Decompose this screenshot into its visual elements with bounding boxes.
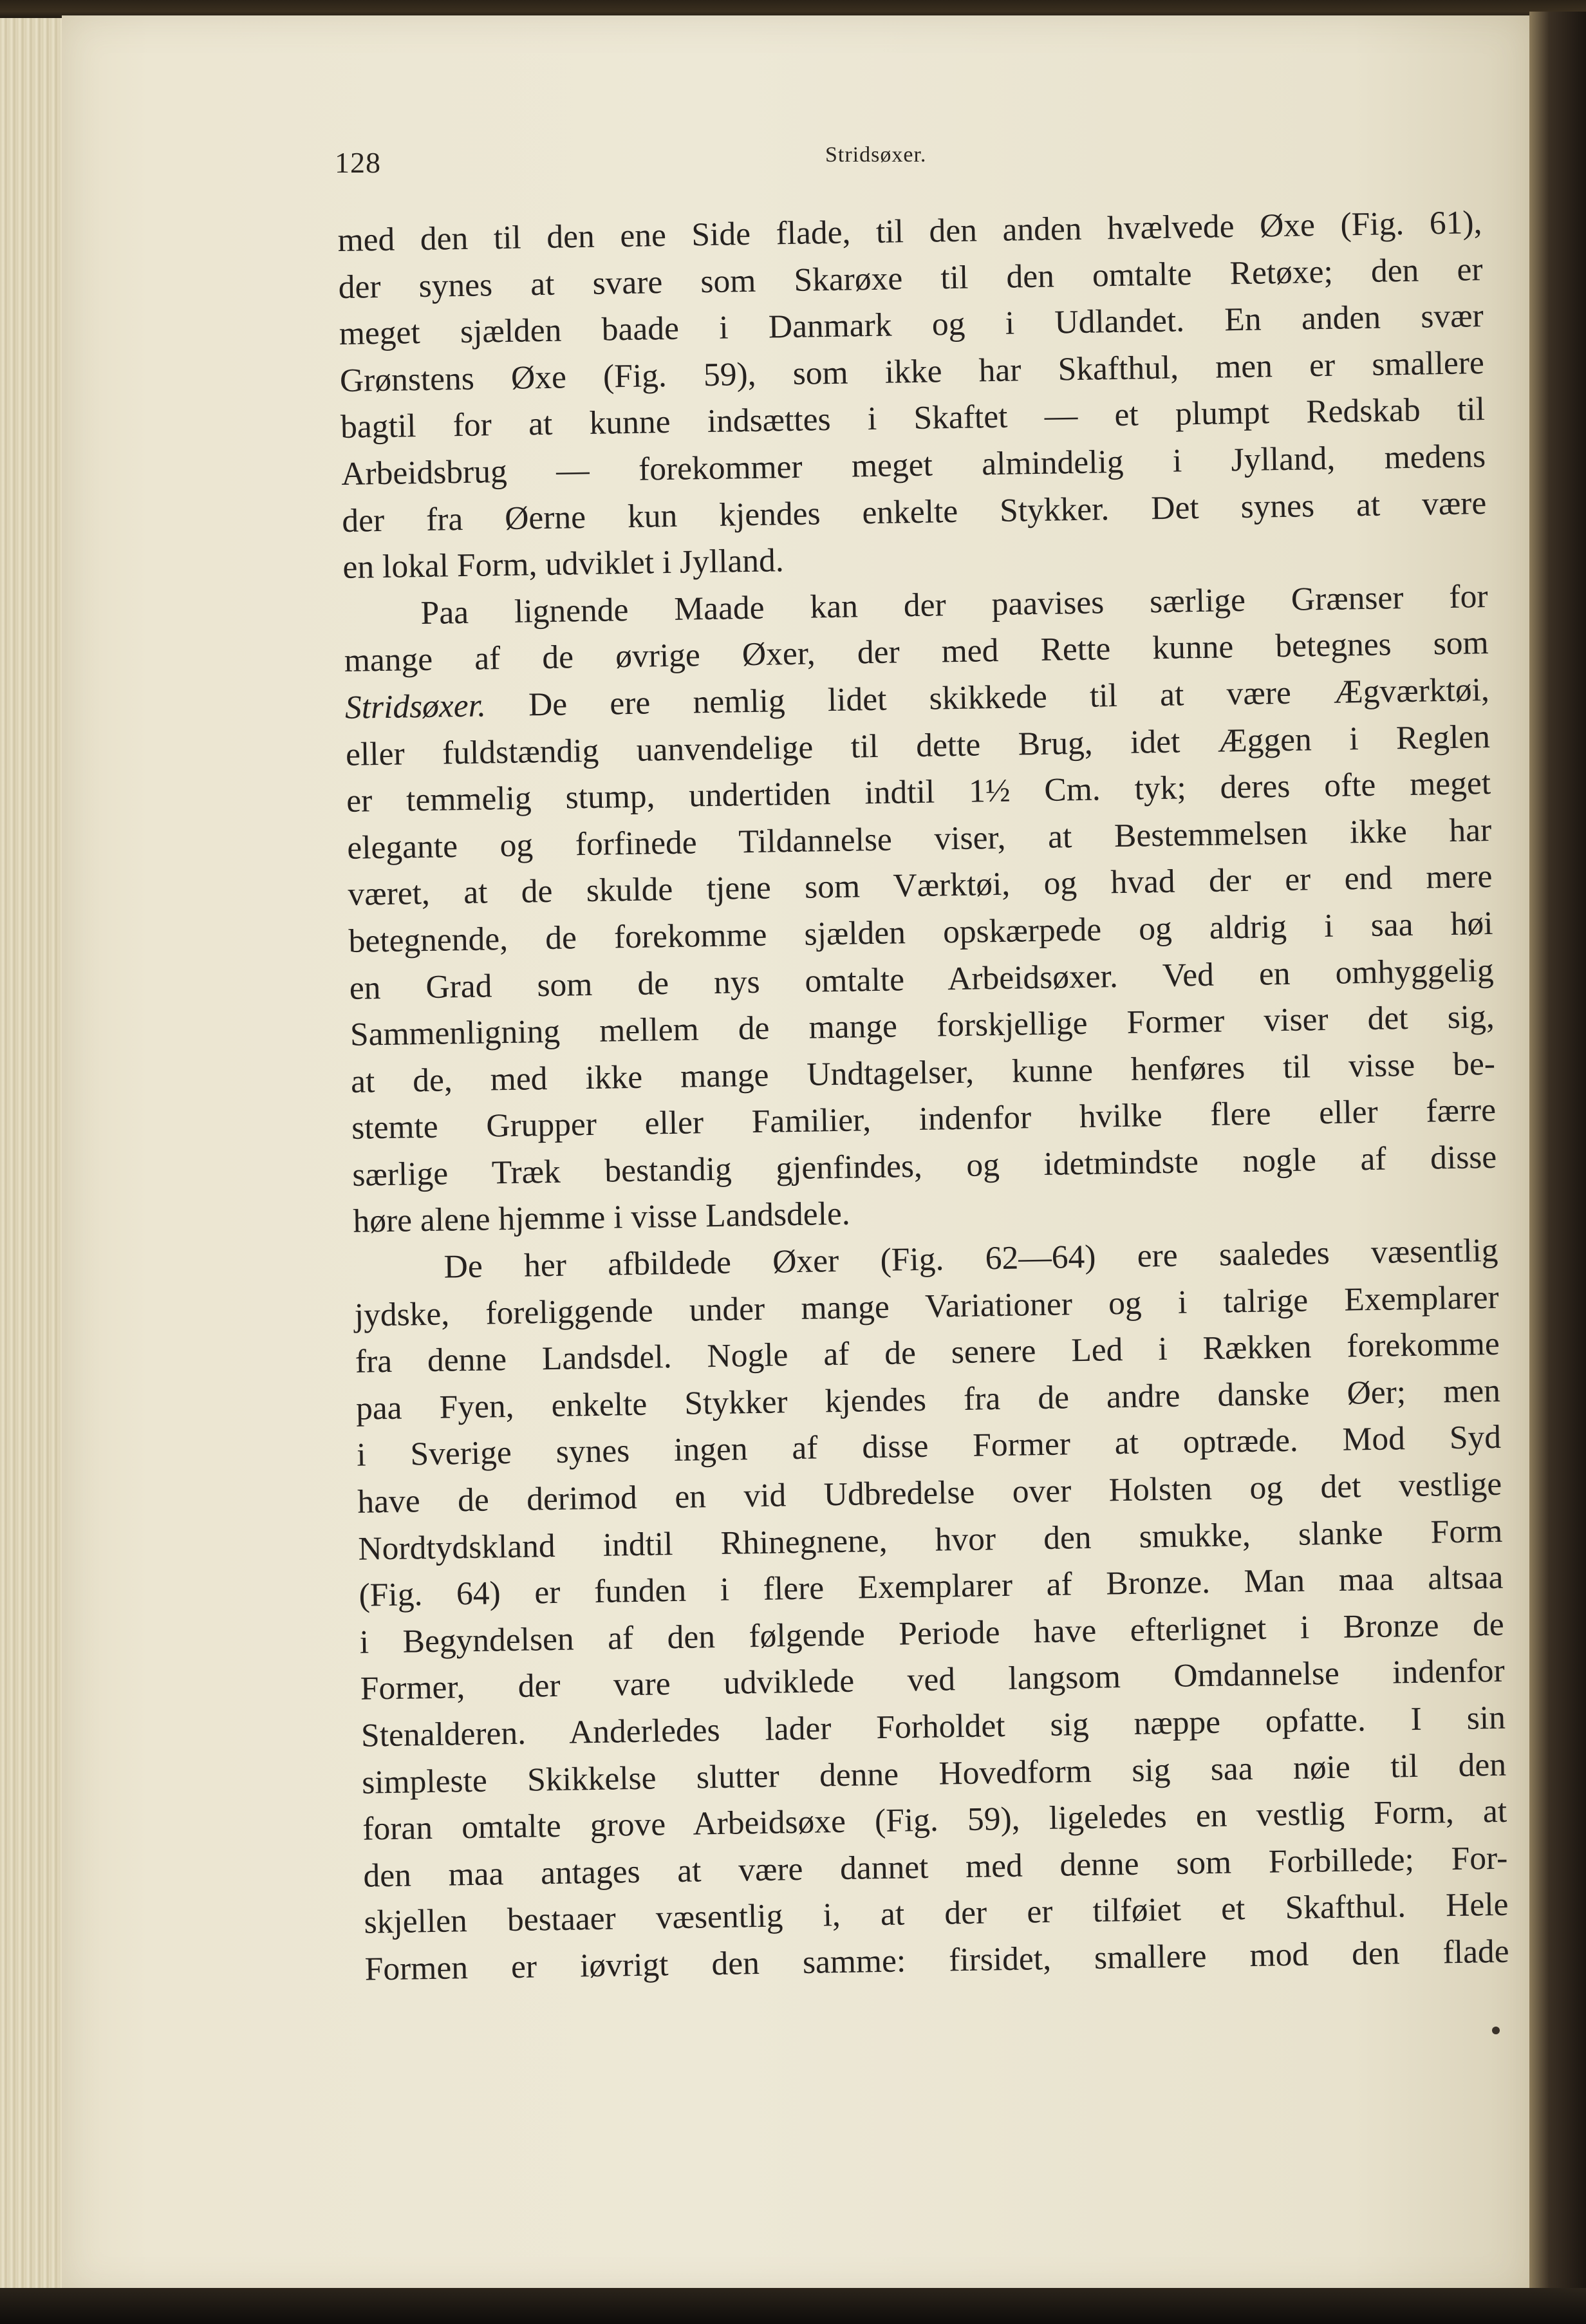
text-line: stemte Grupper eller Familier, indenfor hvilke flere eller færre	[351, 1092, 1497, 1147]
text-line: særlige Træk bestandig gjenfindes, og idetmindste nogle af disse	[351, 1138, 1497, 1194]
running-head: Stridsøxer.	[825, 143, 927, 167]
body-text	[337, 200, 1509, 1993]
text-line: været, at de skulde tjene som Værktøi, og hvad der er end mere	[348, 858, 1493, 914]
page-stack-left	[0, 18, 71, 2291]
scan-bottom-border	[0, 2288, 1586, 2324]
text-line: De her afbildede Øxer (Fig. 62—64) ere saaledes væsentlig	[443, 1232, 1498, 1286]
text-line: at de, med ikke mange Undtagelser, kunne henføres til visse be-	[350, 1045, 1496, 1100]
text-line: meget sjælden baade i Danmark og i Udlandet. En anden svær	[339, 297, 1484, 353]
text-line: Stenalderen. Anderledes lader Forholdet sig næppe opfatte. I sin	[360, 1699, 1506, 1754]
text-line-rest: De ere nemlig lidet skikkede til at være Ægværktøi,	[528, 671, 1490, 724]
text-line: (Fig. 64) er funden i flere Exemplarer af Bronze. Man maa altsaa	[359, 1559, 1504, 1614]
text-line: bagtil for at kunne indsættes i Skaftet — et plumpt Redskab til	[340, 391, 1486, 446]
page-number: 128	[335, 146, 381, 179]
text-line: paa Fyen, enkelte Stykker kjendes fra de andre danske Øer; men	[355, 1372, 1501, 1427]
text-line: foran omtalte grove Arbeidsøxe (Fig. 59), ligeledes en vestlig Form, at	[362, 1792, 1507, 1848]
text-line: den maa antages at være dannet med denne som Forbillede; For-	[363, 1839, 1508, 1895]
text-line: eller fuldstændig uanvendelige til dette Brug, idet Æggen i Reglen	[345, 718, 1491, 773]
text-line: simpleste Skikkelse slutter denne Hovedform sig saa nøie til den	[361, 1746, 1507, 1801]
text-line: Former, der vare udviklede ved langsom Omdannelse indenfor	[360, 1653, 1506, 1708]
text-line: skjellen bestaaer væsentlig i, at der er tilføiet et Skafthul. Hele	[364, 1886, 1509, 1942]
text-line: i Sverige synes ingen af disse Former at optræde. Mod Syd	[356, 1419, 1502, 1474]
text-line: Nordtydskland indtil Rhinegnene, hvor den smukke, slanke Form	[358, 1512, 1503, 1568]
text-line: elegante og forfinede Tildannelse viser, at Bestemmelsen ikke har	[346, 811, 1492, 867]
text-line: en Grad som de nys omtalte Arbeidsøxer. Ved en omhyggelig	[349, 951, 1495, 1007]
text-line: der synes at svare som Skarøxe til den omtalte Retøxe; den er	[338, 250, 1483, 306]
text-line: betegnende, de forekomme sjælden opskærpede og aldrig i saa høi	[348, 904, 1493, 960]
text-line: høre alene hjemme i visse Landsdele.	[353, 1195, 851, 1241]
text-line: Sammenligning mellem de mange forskjellige Former viser det sig,	[350, 998, 1495, 1053]
text-line: mange af de øvrige Øxer, der med Rette kunne betegnes som	[344, 624, 1489, 680]
text-line: Arbeidsbrug — forekommer meget almindelig i Jylland, medens	[341, 437, 1486, 492]
emphasis-term: Stridsøxer.	[344, 687, 487, 726]
text-line: jydske, foreliggende under mange Variationer og i talrige Exemplarer	[354, 1279, 1500, 1334]
page-header	[335, 143, 1493, 194]
ink-speck	[1492, 2027, 1500, 2034]
text-line: fra denne Landsdel. Nogle af de senere Led i Rækken forekomme	[355, 1326, 1500, 1381]
page-edge-right	[1529, 12, 1586, 2303]
text-line: Paa lignende Maade kan der paavises særlige Grænser for	[420, 577, 1488, 632]
text-line: der fra Øerne kun kjendes enkelte Stykker. Det synes at være	[341, 484, 1487, 539]
text-line: en lokal Form, udviklet i Jylland.	[342, 542, 785, 586]
text-line: have de derimod en vid Udbredelse over Holsten og det vestlige	[357, 1465, 1502, 1521]
text-line: Formen er iøvrigt den samme: firsidet, smallere mod den flade	[364, 1933, 1509, 1988]
text-line: i Begyndelsen af den følgende Periode have efterlignet i Bronze de	[359, 1606, 1504, 1661]
text-line: er temmelig stump, undertiden indtil 1½ Cm. tyk; deres ofte meget	[346, 765, 1491, 820]
text-line: Grønstens Øxe (Fig. 59), som ikke har Skafthul, men er smallere	[339, 344, 1485, 399]
text-line: med den til den ene Side flade, til den anden hvælvede Øxe (Fig. 61),	[337, 204, 1482, 259]
